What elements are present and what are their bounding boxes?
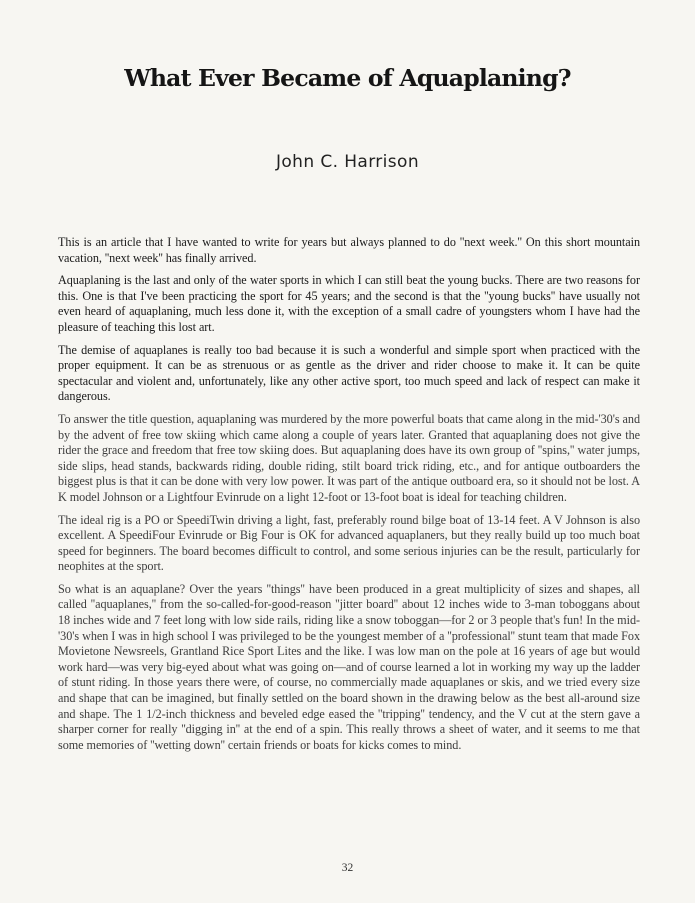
- paragraph-demise: The demise of aquaplanes is really too bad because it is such a wonderful and simple sport when practiced with the proper equipment. It can be as strenuous or as gentle as the driver and rider choose to make it. It can be quite spectacular and violent and, unfortunately, like any other active sport, too much speed and lack of respect can make it dangerous.: [58, 342, 640, 404]
- paragraph-ideal-rig: The ideal rig is a PO or SpeediTwin driving a light, fast, preferably round bilge boat of 13-14 feet. A V Johnson is also excellent. A SpeediFour Evinrude or Big Four is OK for advanced aquaplaners, but they really build up too much boat speed for beginners. The board becomes difficult to control, and some serious injuries can be the result, particularly for neophites at the sport.: [58, 512, 640, 574]
- paragraph-what-is-aquaplane: So what is an aquaplane? Over the years ''things'' have been produced in a great multiplicity of sizes and shapes, all called ''aquaplanes,'' from the so-called-for-good-reason ''jitter board'' about 12 inches wide to 3-man toboggans about 18 inches wide and 7 feet long with low side rails, riding like a snow toboggan—for 2 or 3 people that's fun! In the mid-'30's when I was in high school I was privileged to be the youngest member of a ''professional'' stunt team that made Fox Movietone Newsreels, Grantland Rice Sport Lites and the like. I was low man on the pole at 16 years of age but would work hard—was very big-eyed about what was going on—and of course learned a lot in working my way up the ladder of stunt riding. In those years there were, of course, no commercially made aquaplanes or skis, and we tried every size and shape that can be imagined, but finally settled on the board shown in the drawing below as the best all-around size and shape. The 1 1/2-inch thickness and beveled edge eased the ''tripping'' tendency, and the V cut at the stern gave a sharper corner for really ''digging in'' at the end of a spin. This really throws a sheet of water, and it seems to me that some memories of ''wetting down'' certain friends or boats for kicks comes to mind.: [58, 581, 640, 752]
- paragraph-intro: This is an article that I have wanted to write for years but always planned to do ''next week.'' On this short mountain vacation, ''next week'' has finally arrived.: [58, 235, 640, 265]
- page-number: 32: [341, 862, 354, 874]
- paragraph-title-question: To answer the title question, aquaplaning was murdered by the more powerful boats that came along in the mid-'30's and by the advent of free tow skiing which came along a couple of years later. Granted that aquaplaning does not give the rider the grace and freedom that free tow skiing does. But aquaplaning does have its own group of ''spins,'' water jumps, side slips, head stands, backwards riding, double riding, stilt board trick riding, etc., and for antique outboarders the biggest plus is that it can be done with very low power. It was part of the antique outboard era, so it should not be lost. A K model Johnson or a Lightfour Evinrude on a light 12-foot or 13-foot boat is ideal for teaching children.: [58, 411, 640, 504]
- paragraph-young-bucks: Aquaplaning is the last and only of the water sports in which I can still beat the young bucks. There are two reasons for this. One is that I've been practicing the sport for 45 years; and the second is that the ''young bucks'' have usually not even heard of aquaplaning, much less done it, with the exception of a small cadre of youngsters whom I have had the pleasure of teaching this lost art.: [58, 273, 640, 334]
- article-title: What Ever Became of Aquaplaning?: [124, 64, 571, 92]
- article-body: [58, 235, 640, 760]
- article-author: John C. Harrison: [275, 152, 420, 172]
